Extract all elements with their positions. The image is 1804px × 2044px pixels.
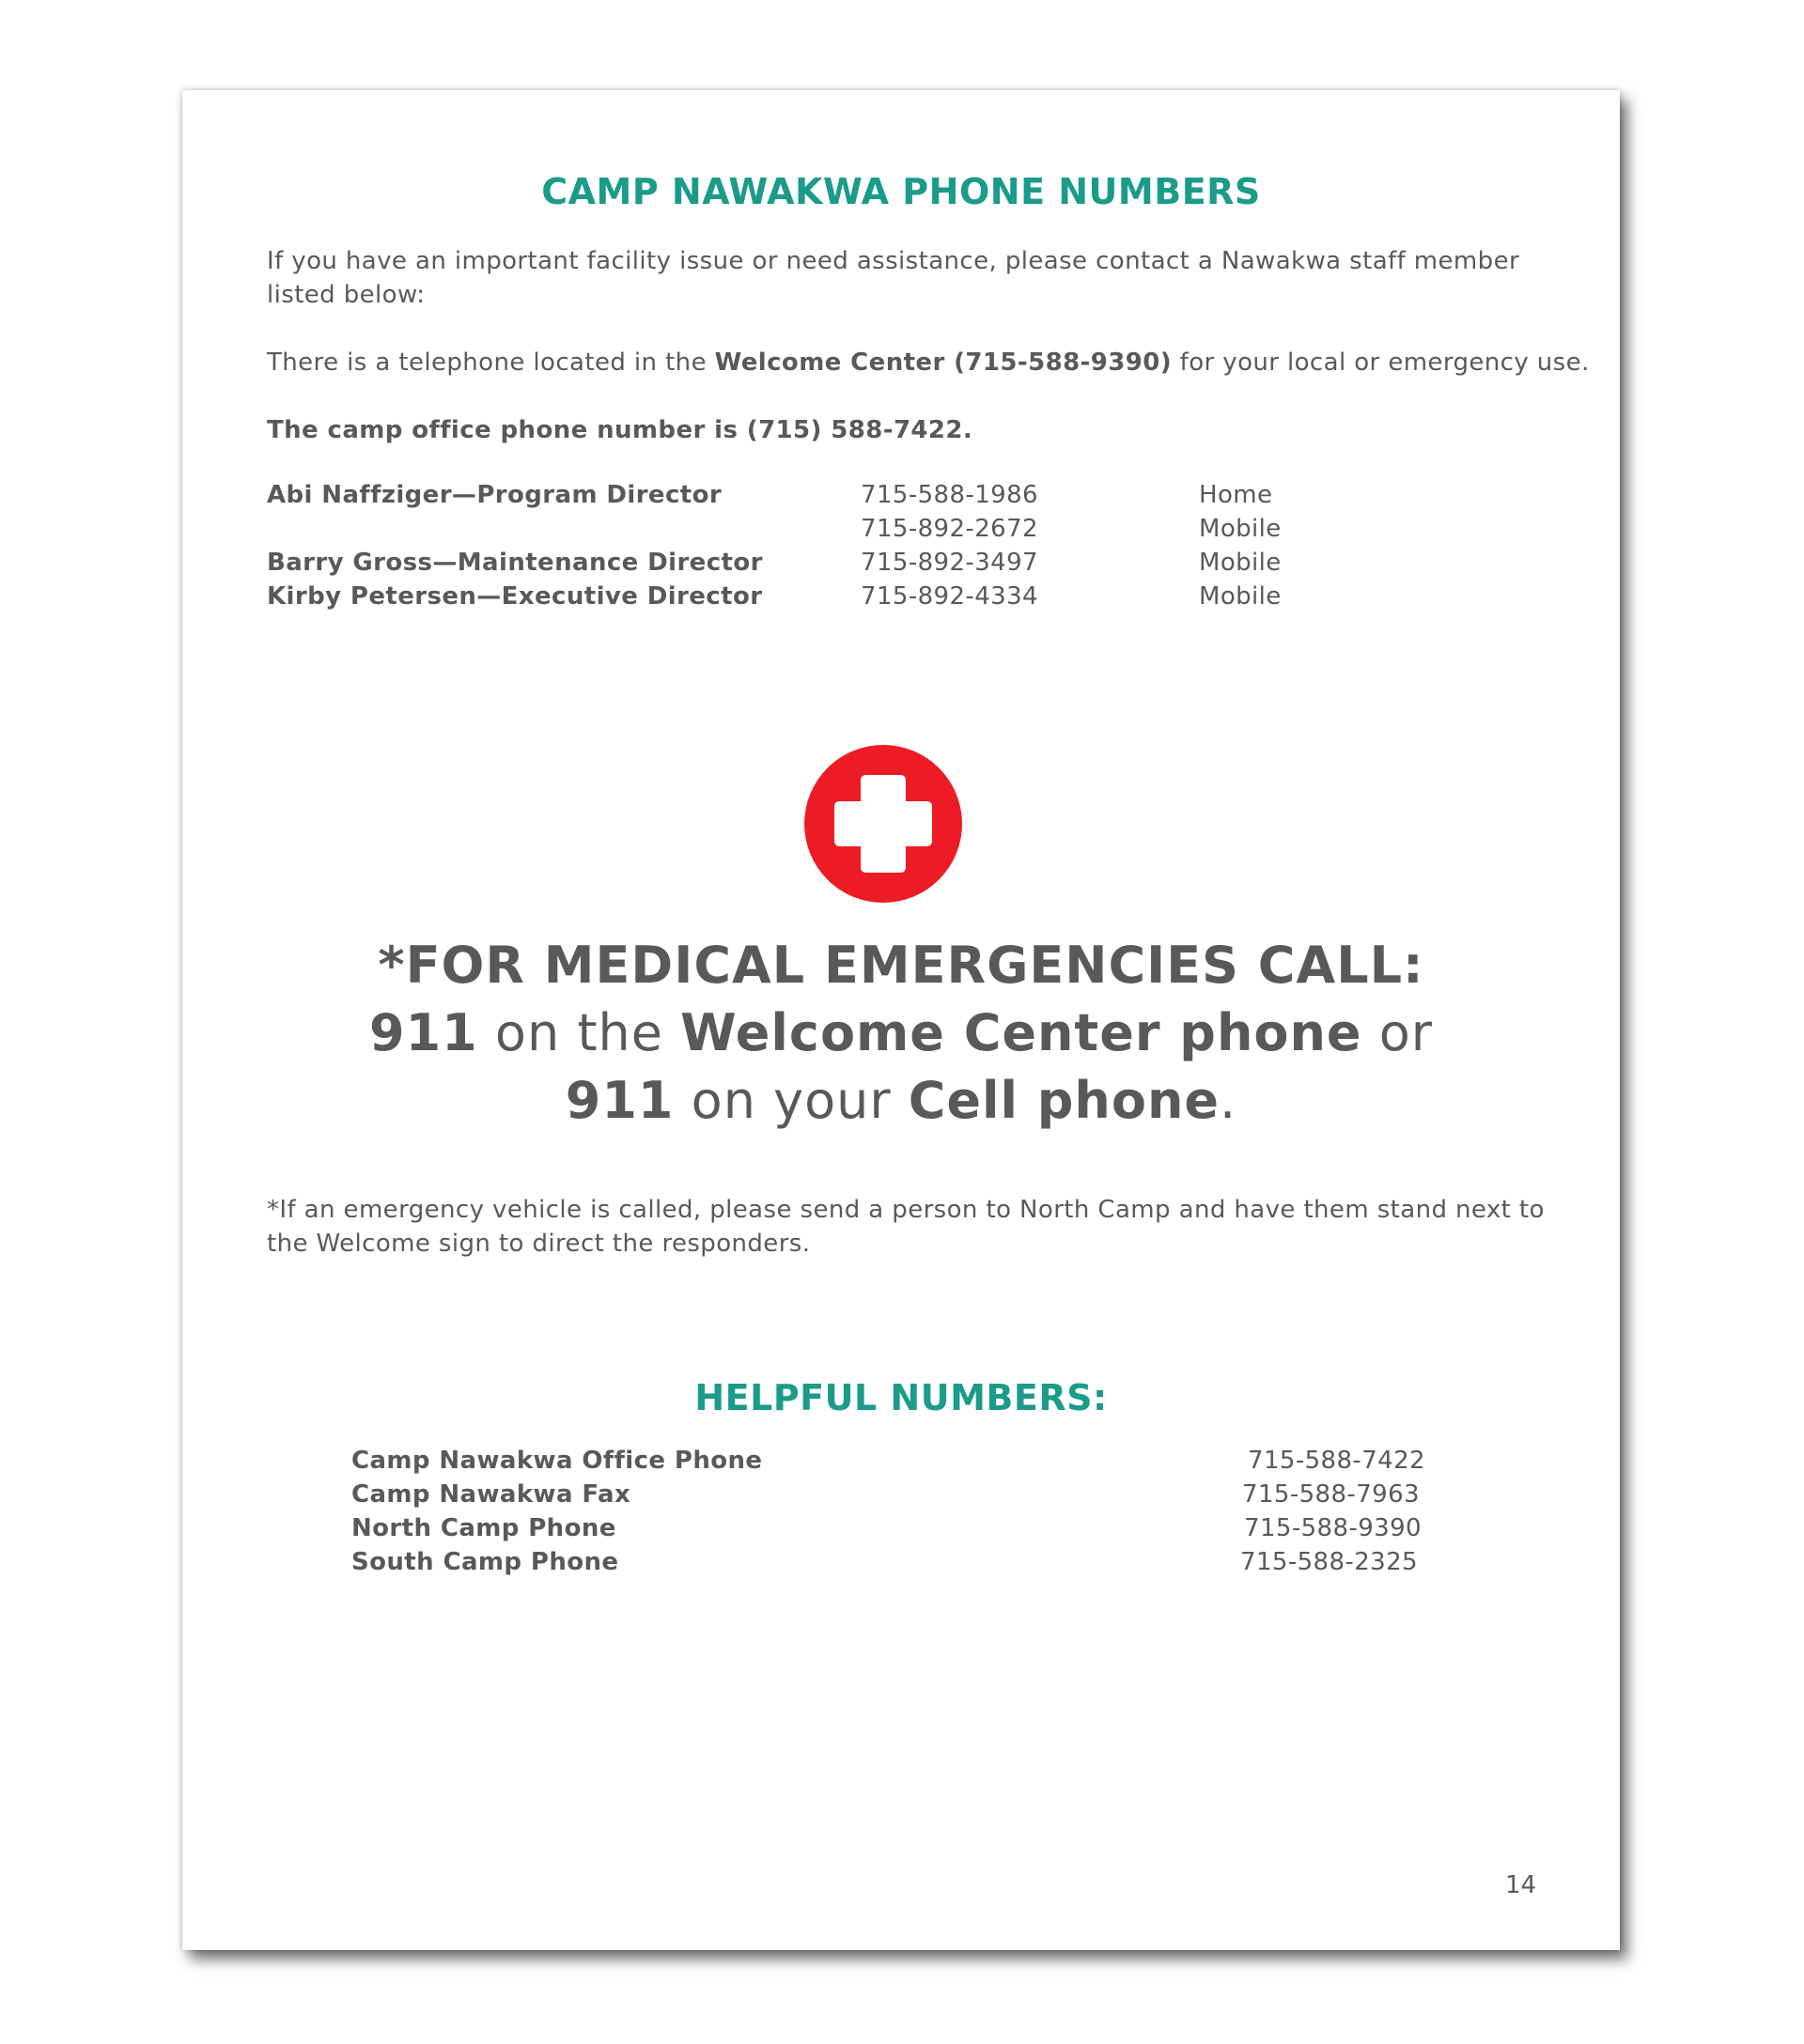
helpful-name: South Camp Phone xyxy=(351,1548,619,1576)
telephone-paragraph xyxy=(267,346,1590,379)
contact-row xyxy=(267,582,1488,616)
intro-paragraph: If you have an important facility issue or need assistance, please contact a Nawakwa staff member listed below: xyxy=(267,247,1520,309)
contact-row xyxy=(267,481,1488,515)
helpful-phone: 715-588-7963 xyxy=(1242,1480,1420,1509)
contact-name: Kirby Petersen—Executive Director xyxy=(267,582,763,611)
helpful-row xyxy=(351,1480,1451,1514)
emergency-line-welcome xyxy=(182,999,1620,1067)
emergency-text: on your xyxy=(674,1071,909,1130)
contact-row xyxy=(267,515,1488,549)
helpful-phone: 715-588-2325 xyxy=(1240,1548,1418,1576)
contact-phone: 715-892-4334 xyxy=(861,582,1038,611)
contact-type: Home xyxy=(1199,481,1273,509)
emergency-callout xyxy=(182,932,1620,1135)
emergency-text: . xyxy=(1220,1071,1237,1130)
contact-name: Barry Gross—Maintenance Director xyxy=(267,549,763,577)
contact-type: Mobile xyxy=(1199,582,1282,611)
contact-type: Mobile xyxy=(1199,515,1282,543)
contact-name: Abi Naffziger—Program Director xyxy=(267,481,723,509)
document-page xyxy=(182,90,1620,1950)
helpful-phone: 715-588-7422 xyxy=(1248,1447,1425,1475)
contact-phone: 715-892-2672 xyxy=(861,515,1038,543)
contact-row xyxy=(267,549,1488,582)
helpful-name: North Camp Phone xyxy=(351,1514,616,1542)
helpful-row xyxy=(351,1447,1451,1480)
emergency-text: on the xyxy=(477,1003,681,1062)
welcome-center-number: Welcome Center (715-588-9390) xyxy=(714,348,1172,377)
emergency-number: 911 xyxy=(369,1003,478,1062)
medical-cross-icon xyxy=(804,745,962,903)
emergency-heading: *FOR MEDICAL EMERGENCIES CALL: xyxy=(378,936,1424,995)
telephone-prefix: There is a telephone located in the xyxy=(267,348,715,377)
emergency-line-cell xyxy=(182,1067,1620,1135)
emergency-number: 911 xyxy=(565,1071,675,1130)
helpful-name: Camp Nawakwa Office Phone xyxy=(351,1447,763,1475)
page-number: 14 xyxy=(1505,1871,1537,1899)
contact-type: Mobile xyxy=(1199,549,1282,577)
emergency-note: *If an emergency vehicle is called, please send a person to North Camp and have them stand next to the Welcome sign to direct the responders. xyxy=(267,1196,1545,1258)
helpful-row xyxy=(351,1548,1451,1582)
emergency-location: Welcome Center phone xyxy=(680,1003,1362,1062)
helpful-phone: 715-588-9390 xyxy=(1244,1514,1422,1542)
helpful-name: Camp Nawakwa Fax xyxy=(351,1480,631,1509)
contact-phone: 715-892-3497 xyxy=(861,549,1038,577)
telephone-suffix: for your local or emergency use. xyxy=(1172,348,1590,377)
office-phone-line: The camp office phone number is (715) 588-7422. xyxy=(267,416,973,444)
helpful-row xyxy=(351,1514,1451,1548)
page-title: CAMP NAWAKWA PHONE NUMBERS xyxy=(541,171,1261,212)
emergency-location: Cell phone xyxy=(908,1071,1221,1130)
helpful-numbers-title: HELPFUL NUMBERS: xyxy=(694,1377,1108,1418)
emergency-text: or xyxy=(1361,1003,1433,1062)
contact-phone: 715-588-1986 xyxy=(861,481,1038,509)
